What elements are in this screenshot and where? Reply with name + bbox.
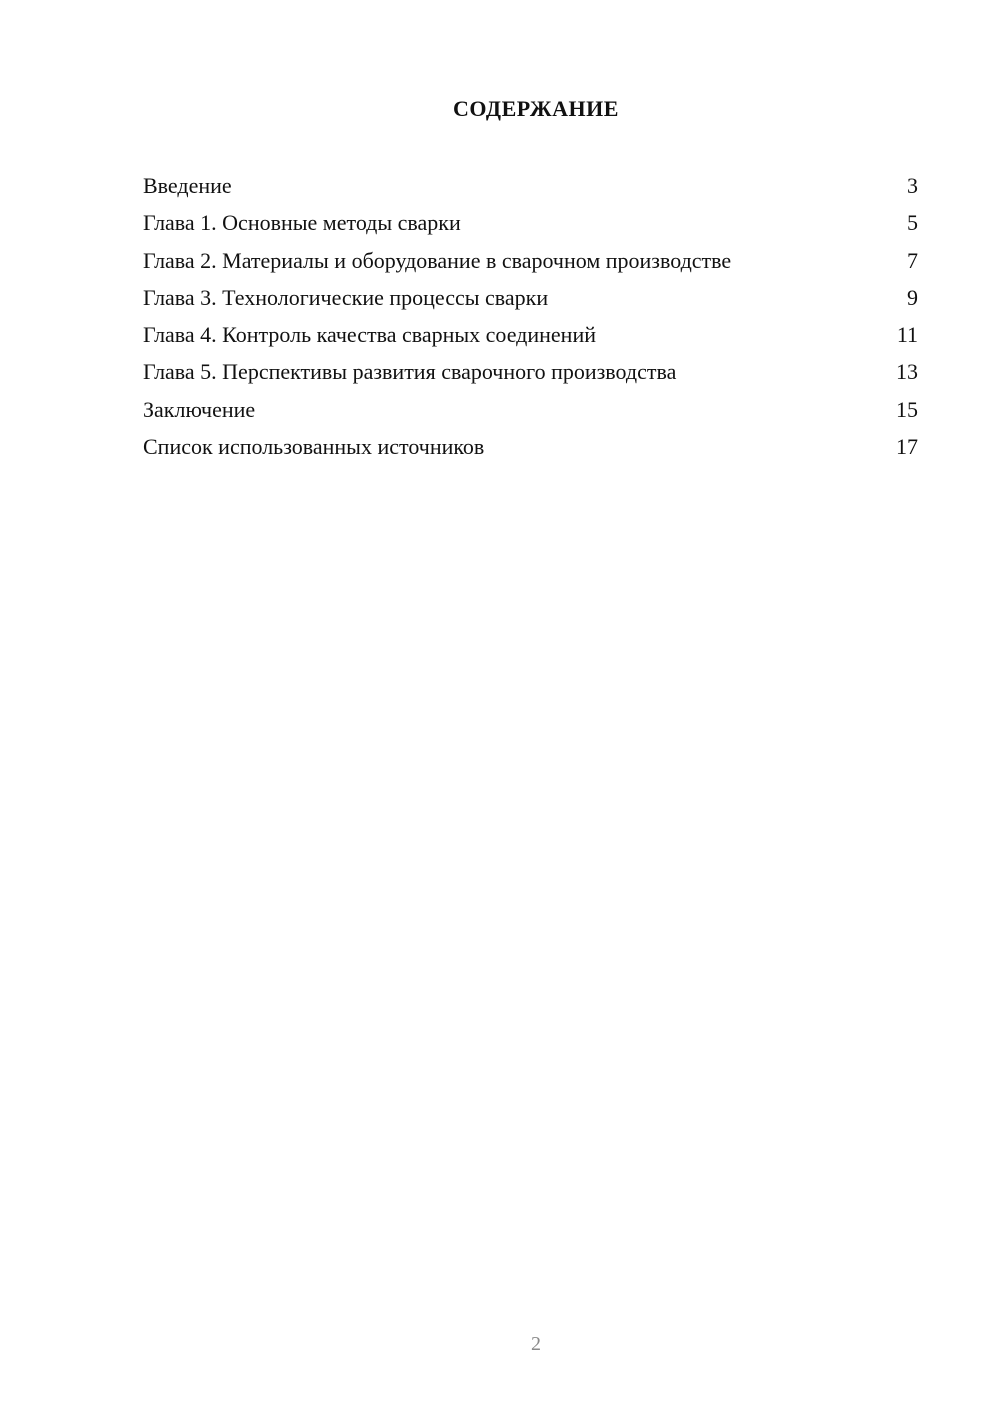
toc-entry — [143, 391, 918, 428]
toc-entry — [143, 167, 918, 204]
toc-entry-page: 17 — [896, 434, 918, 460]
toc-entry — [143, 242, 918, 279]
toc-entry-label: Глава 4. Контроль качества сварных соединений — [143, 322, 596, 348]
toc-entry-page: 3 — [907, 173, 918, 198]
toc-entry — [143, 428, 918, 465]
toc-entry-page: 5 — [907, 210, 918, 236]
page-number: 2 — [531, 1333, 541, 1355]
toc-entry-label: Список использованных источников — [143, 434, 485, 460]
toc-entry-page: 9 — [907, 284, 918, 310]
table-of-contents — [143, 167, 918, 465]
toc-entry-page: 7 — [907, 247, 918, 273]
toc-entry-label: Заключение — [143, 396, 256, 422]
toc-entry-label: Глава 5. Перспективы развития сварочного производства — [143, 359, 677, 385]
toc-entry — [143, 316, 918, 353]
page-title: СОДЕРЖАНИЕ — [453, 96, 619, 121]
toc-entry-label: Глава 2. Материалы и оборудование в сварочном производстве — [143, 247, 732, 273]
toc-entry-label: Глава 3. Технологические процессы сварки — [143, 284, 549, 310]
toc-entry-page: 13 — [896, 359, 918, 385]
toc-entry-page: 15 — [896, 396, 918, 422]
toc-entry-page: 11 — [896, 322, 918, 348]
toc-entry-label: Введение — [143, 173, 232, 198]
toc-entry-label: Глава 1. Основные методы сварки — [143, 210, 461, 236]
toc-entry — [143, 279, 918, 316]
toc-entry — [143, 353, 918, 390]
toc-entry — [143, 204, 918, 241]
